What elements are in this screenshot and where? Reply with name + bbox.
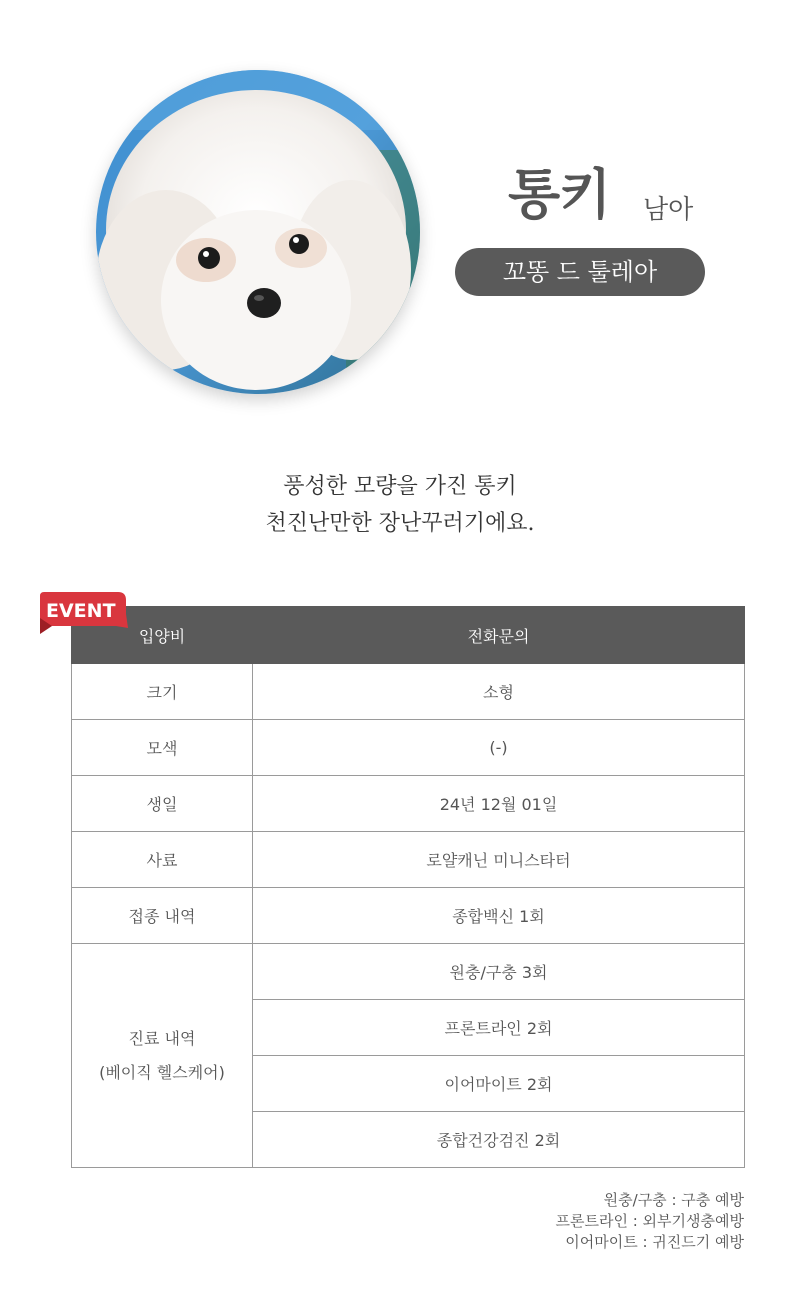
header-value: 전화문의 — [253, 607, 745, 664]
breed-badge: 꼬똥 드 툴레아 — [455, 248, 705, 296]
table-row — [72, 944, 745, 1000]
treatment-label-line-2: (베이직 헬스케어) — [99, 1062, 225, 1082]
row-label: 생일 — [72, 776, 253, 832]
puppy-gender: 남아 — [643, 195, 694, 225]
event-label: EVENT — [46, 600, 116, 622]
description-line-1: 풍성한 모량을 가진 통키 — [283, 474, 517, 499]
table-row — [72, 888, 745, 944]
treatment-label — [72, 944, 253, 1168]
table-row — [72, 720, 745, 776]
row-value: 소형 — [253, 664, 745, 720]
row-label: 접종 내역 — [72, 888, 253, 944]
description-line-2: 천진난만한 장난꾸러기에요. — [265, 511, 535, 536]
row-label: 크기 — [72, 664, 253, 720]
footnotes — [556, 1190, 744, 1253]
info-table — [71, 606, 745, 1168]
row-value: 종합백신 1회 — [253, 888, 745, 944]
puppy-photo — [96, 70, 420, 394]
row-value: 로얄캐닌 미니스타터 — [253, 832, 745, 888]
treatment-item: 종합건강검진 2회 — [253, 1112, 745, 1168]
table-row — [72, 776, 745, 832]
header-label: 입양비 — [72, 607, 253, 664]
row-label: 모색 — [72, 720, 253, 776]
table-header-row — [72, 607, 745, 664]
treatment-item: 원충/구충 3회 — [253, 944, 745, 1000]
row-value: (-) — [253, 720, 745, 776]
treatment-label-line-1: 진료 내역 — [128, 1028, 196, 1048]
description — [0, 468, 800, 542]
row-label: 사료 — [72, 832, 253, 888]
treatment-item: 프론트라인 2회 — [253, 1000, 745, 1056]
footnote-line: 원충/구충 : 구충 예방 — [603, 1191, 744, 1209]
table-row — [72, 664, 745, 720]
puppy-illustration — [96, 70, 420, 394]
treatment-item: 이어마이트 2회 — [253, 1056, 745, 1112]
footnote-line: 이어마이트 : 귀진드기 예방 — [565, 1233, 744, 1251]
table-row — [72, 832, 745, 888]
row-value: 24년 12월 01일 — [253, 776, 745, 832]
footnote-line: 프론트라인 : 외부기생충예방 — [555, 1212, 744, 1230]
puppy-name: 통키 — [508, 163, 611, 226]
